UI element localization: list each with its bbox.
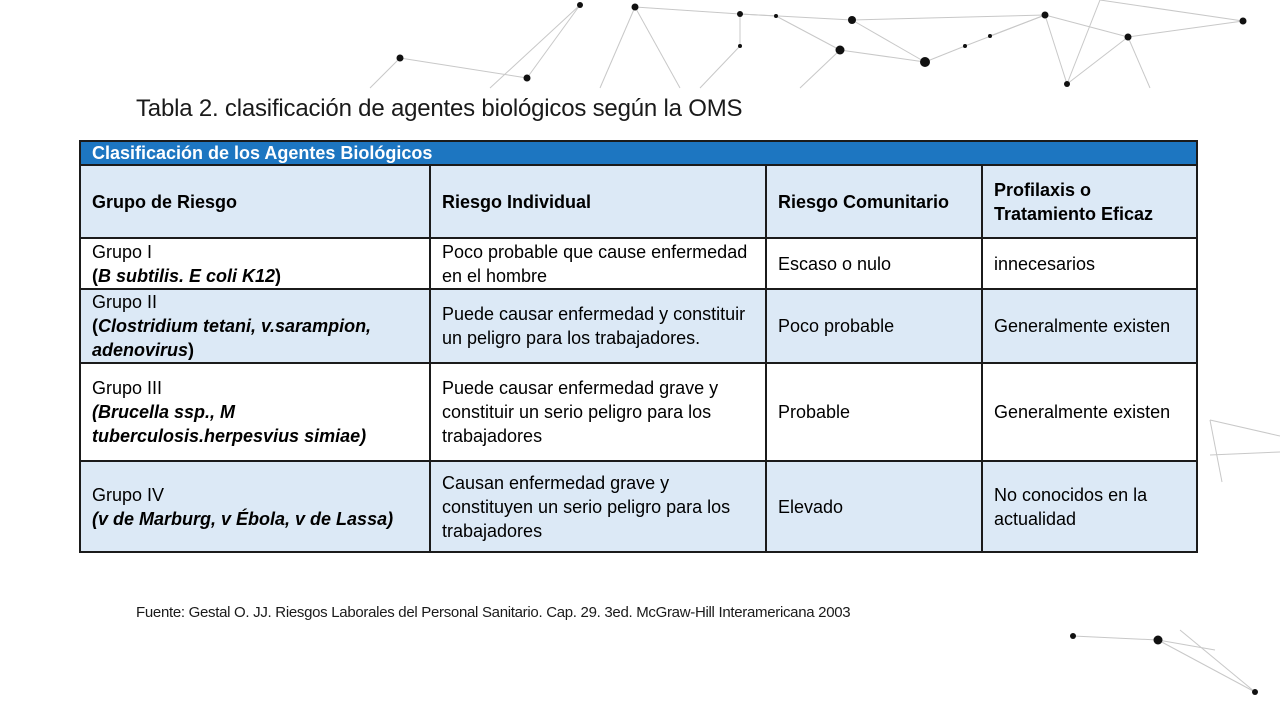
group-examples: (B subtilis. E coli K12) [92,265,282,286]
group-examples: (v de Marburg, v Ébola, v de Lassa) [92,508,394,529]
table-row [80,238,1197,289]
source-citation: Fuente: Gestal O. JJ. Riesgos Laborales del Personal Sanitario. Cap. 29. 3ed. McGraw-Hill Interamericana 2003 [136,604,851,621]
group-examples: (Clostridium tetani, v.sarampion, adenovirus) [92,316,372,360]
community-risk-cell: Elevado [766,461,982,552]
table-row [80,363,1197,461]
risk-group-cell [80,289,430,363]
table-banner: Clasificación de los Agentes Biológicos [80,141,1197,165]
group-name: Grupo III [92,378,163,398]
group-name: Grupo II [92,292,158,312]
treatment-cell: No conocidos en la actualidad [982,461,1197,552]
community-risk-cell: Poco probable [766,289,982,363]
group-name: Grupo I [92,241,153,262]
group-examples: (Brucella ssp., M tuberculosis.herpesvius simiae) [92,402,367,446]
risk-group-cell [80,363,430,461]
table-row [80,289,1197,363]
table-row [80,461,1197,552]
group-name: Grupo IV [92,484,165,505]
header-community-risk: Riesgo Comunitario [766,165,982,238]
treatment-cell: Generalmente existen [982,363,1197,461]
treatment-cell: Generalmente existen [982,289,1197,363]
slide-title: Tabla 2. clasificación de agentes biológicos según la OMS [136,95,743,122]
risk-group-cell [80,461,430,552]
individual-risk-cell: Poco probable que cause enfermedad en el hombre [430,238,766,289]
risk-group-cell [80,238,430,289]
community-risk-cell: Probable [766,363,982,461]
individual-risk-cell: Puede causar enfermedad y constituir un peligro para los trabajadores. [430,289,766,363]
header-individual-risk: Riesgo Individual [430,165,766,238]
biological-agents-table [79,140,1198,553]
individual-risk-cell: Puede causar enfermedad grave y constituir un serio peligro para los trabajadores [430,363,766,461]
table-header-row [80,165,1197,238]
community-risk-cell: Escaso o nulo [766,238,982,289]
header-treatment: Profilaxis o Tratamiento Eficaz [982,165,1197,238]
individual-risk-cell: Causan enfermedad grave y constituyen un serio peligro para los trabajadores [430,461,766,552]
header-risk-group: Grupo de Riesgo [80,165,430,238]
treatment-cell: innecesarios [982,238,1197,289]
